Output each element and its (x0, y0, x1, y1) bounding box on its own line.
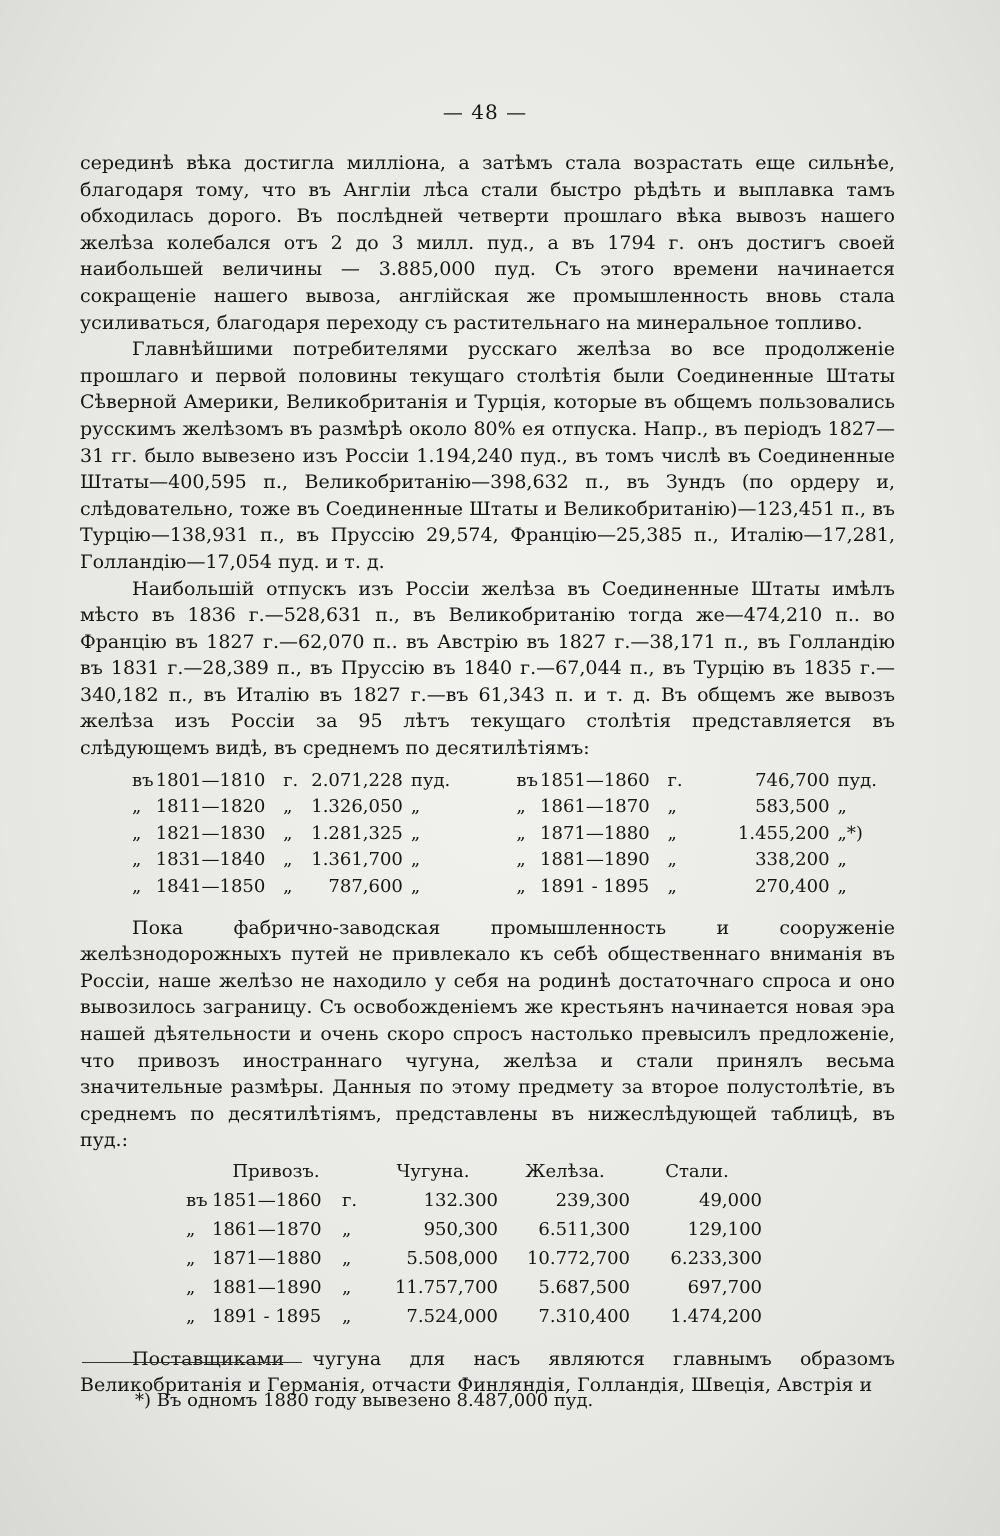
export-cell-r-unit: пуд. (837, 769, 877, 791)
export-cell-l-pre: въ (132, 769, 154, 791)
import-cell-g: г. (342, 1189, 358, 1211)
export-cell-r-value: 1.455,200 (737, 822, 830, 844)
export-cell-l-pre: „ (132, 876, 142, 898)
paragraph-5: Поставщиками чугуна для насъ являются главнымъ образомъ Великобританія и Германія, отчасти Финляндія, Голландія, Швеція, Австрія и (80, 1347, 895, 1397)
export-cell-l-value: 2.071,228 (311, 769, 403, 791)
export-cell-l-period: 1811—1820 (155, 796, 266, 818)
export-cell-l-unit: „ (410, 876, 421, 898)
import-cell-iron-cast: 11.757,700 (394, 1276, 498, 1298)
import-cell-iron: 5.687,500 (538, 1276, 630, 1298)
paragraph-3: Наибольшій отпускъ изъ Россіи желѣза въ Соединенные Штаты имѣлъ мѣсто въ 1836 г.—528,631 п., въ Великобританію тогда же—474,210 п.. во Францію въ 1827 г.—62,070 п.. въ Австрію въ 1827 г.—38,171 п., въ Голландію въ 1831 г.—28,389 п., въ Пруссію въ 1840 г.—67,044 п., въ Турцію въ 1835 г.—340,182 п., въ Италію въ 1827 г.—въ 61,343 п. и т. д. Въ общемъ же вывозъ желѣза изъ Россіи за 95 лѣтъ текущаго столѣтія представляется въ слѣдующемъ видѣ, въ среднемъ по десятилѣтіямъ: (80, 577, 895, 760)
export-row (132, 821, 895, 848)
import-cell-g: „ (342, 1276, 352, 1298)
export-cell-r-g: г. (667, 769, 683, 791)
export-cell-r-period: 1851—1860 (540, 769, 650, 791)
export-decades-table (132, 768, 895, 901)
export-row (132, 768, 895, 795)
export-cell-l-unit: „ (410, 796, 421, 818)
export-cell-r-g: „ (667, 796, 677, 818)
import-cell-g: „ (342, 1305, 352, 1327)
paragraph-2: Главнѣйшими потребителями русскаго желѣза во все продолженіе прошлаго и первой половины текущаго столѣтія были Соединенные Штаты Сѣверной Америки, Великобританія и Турція, которые въ общемъ пользовались русскимъ желѣзомъ въ размѣрѣ около 80% ея отпуска. Напр., въ періодъ 1827—31 гг. было вывезено изъ Россіи 1.194,240 пуд., въ томъ числѣ въ Соединенные Штаты—400,595 п., Великобританію—398,632 п., въ Зундъ (по ордеру и, слѣдовательно, тоже въ Соединенные Штаты и Великобританію)—123,451 п., въ Турцію—138,931 п., въ Пруссію 29,574, Францію—25,385 п., Италію—17,281, Голландію—17,054 пуд. и т. д. (80, 338, 895, 573)
header-steel: Стали. (665, 1160, 729, 1182)
export-cell-l-unit: „ (410, 822, 421, 844)
export-cell-l-period: 1841—1850 (155, 876, 266, 898)
footnote-divider (82, 1362, 302, 1363)
export-cell-r-value: 270,400 (755, 876, 830, 898)
export-cell-r-g: „ (667, 849, 677, 871)
export-cell-r-pre: „ (516, 849, 526, 871)
import-cell-period: 1851—1860 (212, 1189, 322, 1211)
import-cell-steel: 697,700 (687, 1276, 762, 1298)
export-cell-l-pre: „ (132, 796, 142, 818)
import-cell-steel: 49,000 (699, 1189, 762, 1211)
import-cell-steel: 6.233,300 (670, 1247, 762, 1269)
import-row (185, 1245, 763, 1274)
import-cell-iron-cast: 7.524,000 (406, 1305, 498, 1327)
import-table (185, 1158, 763, 1332)
export-cell-l-period: 1821—1830 (155, 822, 266, 844)
export-cell-r-period: 1871—1880 (540, 822, 650, 844)
export-cell-l-g: „ (283, 849, 293, 871)
import-cell-iron-cast: 950,300 (423, 1218, 498, 1240)
export-cell-r-unit: „*) (837, 822, 863, 844)
import-cell-iron: 239,300 (555, 1189, 630, 1211)
export-cell-r-unit: „ (837, 876, 847, 898)
import-cell-iron: 6.511,300 (538, 1218, 630, 1240)
import-cell-pre: „ (186, 1276, 196, 1298)
paragraph-4: Пока фабрично-заводская промышленность и сооруженіе желѣзнодорожныхъ путей не привлекало къ себѣ общественнаго вниманія въ Россіи, наше желѣзо не находило у себя на родинѣ достаточнаго спроса и оно вывозилось заграницу. Съ освобожденіемъ же крестьянъ начинается новая эра нашей дѣятельности и очень скоро спросъ настолько превысилъ предложеніе, что привозъ иностраннаго чугуна, желѣза и стали принялъ весьма значительные размѣры. Данныя по этому предмету за второе полустолѣтіе, въ среднемъ по десятилѣтіямъ, представлены въ нижеслѣдующей таблицѣ, въ пуд.: (80, 916, 895, 1152)
import-cell-period: 1891 - 1895 (212, 1305, 322, 1327)
export-cell-r-g: „ (667, 822, 677, 844)
import-cell-g: „ (342, 1247, 352, 1269)
export-cell-l-g: г. (283, 769, 299, 791)
export-row (132, 874, 895, 901)
footnote: *) Въ одномъ 1880 году вывезено 8.487,000 пуд. (135, 1390, 594, 1411)
import-cell-period: 1881—1890 (212, 1276, 322, 1298)
export-cell-l-unit: пуд. (410, 769, 451, 791)
export-cell-r-unit: „ (837, 849, 847, 871)
export-cell-l-value: 787,600 (328, 876, 403, 898)
import-cell-iron: 7.310,400 (538, 1305, 630, 1327)
import-cell-g: „ (342, 1218, 352, 1240)
header-import: Привозъ. (232, 1160, 320, 1182)
import-row (185, 1274, 763, 1303)
export-row (132, 794, 895, 821)
export-cell-l-value: 1.326,050 (311, 796, 403, 818)
export-cell-r-period: 1861—1870 (540, 796, 650, 818)
import-cell-pre: „ (186, 1247, 196, 1269)
paragraph-1: серединѣ вѣка достигла милліона, а затѣмъ стала возрастать еще сильнѣе, благодаря тому, что въ Англіи лѣса стали быстро рѣдѣть и выплавка тамъ обходилась дорого. Въ послѣдней четверти прошлаго вѣка вывозъ нашего желѣза колебался отъ 2 до 3 милл. пуд., а въ 1794 г. онъ достигъ своей наибольшей величины — 3.885,000 пуд. Съ этого времени начинается сокращеніе нашего вывоза, англійская же промышленность вновь стала усиливаться, благодаря переходу съ растительнаго на минеральное топливо. (80, 152, 895, 334)
export-cell-r-value: 746,700 (755, 769, 830, 791)
import-row (185, 1303, 763, 1332)
import-cell-iron: 10.772,700 (526, 1247, 630, 1269)
import-cell-period: 1871—1880 (212, 1247, 322, 1269)
export-cell-r-unit: „ (837, 796, 847, 818)
export-cell-l-period: 1831—1840 (155, 849, 266, 871)
export-cell-l-pre: „ (132, 849, 142, 871)
export-cell-l-unit: „ (410, 849, 421, 871)
import-row (185, 1216, 763, 1245)
export-row (132, 847, 895, 874)
import-cell-period: 1861—1870 (212, 1218, 322, 1240)
export-cell-l-g: „ (283, 822, 293, 844)
import-cell-pre: „ (186, 1218, 196, 1240)
export-cell-l-value: 1.361,700 (311, 849, 403, 871)
import-row (185, 1187, 763, 1216)
import-cell-pre: „ (186, 1305, 196, 1327)
header-cast-iron: Чугуна. (396, 1160, 470, 1182)
import-cell-steel: 129,100 (687, 1218, 762, 1240)
export-cell-r-g: „ (667, 876, 677, 898)
export-cell-l-g: „ (283, 876, 293, 898)
body-text (80, 150, 895, 1399)
export-cell-l-period: 1801—1810 (155, 769, 266, 791)
export-cell-r-pre: „ (516, 876, 526, 898)
import-cell-steel: 1.474,200 (670, 1305, 762, 1327)
import-table-header (185, 1158, 763, 1187)
export-cell-r-pre: „ (516, 796, 526, 818)
export-cell-r-value: 583,500 (755, 796, 830, 818)
export-cell-l-pre: „ (132, 822, 142, 844)
page-number: — 48 — (442, 100, 528, 124)
export-cell-l-g: „ (283, 796, 293, 818)
export-cell-l-value: 1.281,325 (311, 822, 403, 844)
import-cell-iron-cast: 132.300 (423, 1189, 498, 1211)
export-cell-r-period: 1881—1890 (540, 849, 650, 871)
header-iron: Желѣза. (525, 1160, 605, 1182)
export-cell-r-value: 338,200 (755, 849, 830, 871)
import-cell-pre: въ (186, 1189, 208, 1211)
import-cell-iron-cast: 5.508,000 (406, 1247, 498, 1269)
export-cell-r-pre: въ (516, 769, 538, 791)
export-cell-r-pre: „ (516, 822, 526, 844)
export-cell-r-period: 1891 - 1895 (540, 876, 650, 898)
